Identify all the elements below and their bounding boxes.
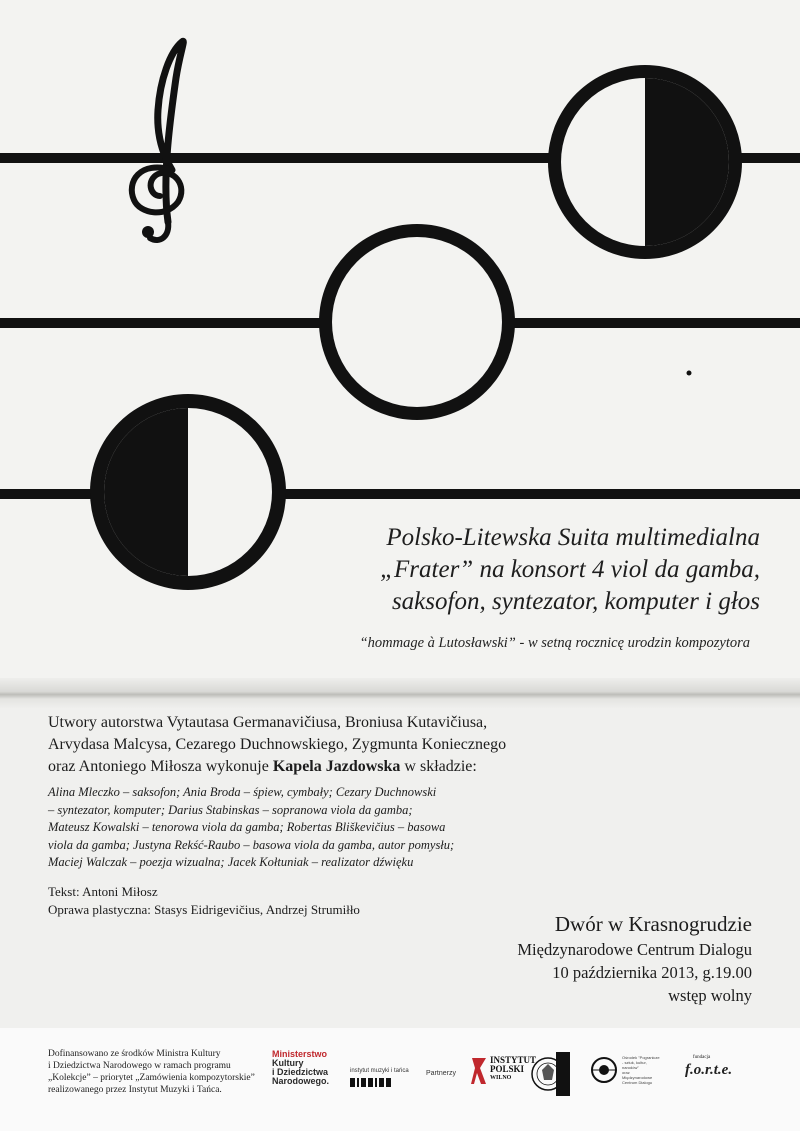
title-line: saksofon, syntezator, komputer i głos: [391, 588, 760, 615]
intro-text: w składzie:: [400, 758, 477, 775]
composers-paragraph: [48, 712, 568, 778]
performer-line: viola da gamba; Justyna Rekść-Raubo – basowa viola da gamba, autor pomysłu;: [48, 837, 455, 852]
intro-text: oraz Antoniego Miłosza wykonuje: [48, 758, 273, 775]
performer-line: Mateusz Kowalski – tenorowa viola da gamba; Robertas Bliškevičius – basowa: [48, 820, 446, 834]
ip-logo-line: INSTYTUT: [490, 1055, 537, 1065]
ip-logo-line: POLSKI: [490, 1064, 525, 1074]
ip-logo-line: WILNO: [490, 1075, 512, 1081]
pogranicze-line: oraz: [622, 1070, 630, 1075]
ministry-logo-line: i Dziedzictwa: [272, 1067, 329, 1077]
title-line: Polsko-Litewska Suita multimedialna: [386, 524, 760, 551]
pogranicze-text: [622, 1055, 662, 1085]
entry-info: wstęp wolny: [668, 986, 752, 1005]
ministry-logo-line: Kultury: [272, 1058, 304, 1068]
pogranicze-logo: [590, 1055, 660, 1090]
venue-center: Międzynarodowe Centrum Dialogu: [517, 940, 752, 959]
event-subtitle: “hommage à Lutosławski” - w setną rocznicę urodzin kompozytora: [359, 635, 750, 651]
pogranicze-line: Ośrodek "Pogranicze: [622, 1055, 660, 1060]
ink-speck: [687, 371, 692, 376]
performer-line: Alina Mleczko – saksofon; Ania Broda – śpiew, cymbały; Cezary Duchnowski: [48, 785, 437, 799]
seal-icon: [530, 1050, 572, 1096]
performer-line: – syntezator, komputer; Darius Stabinskas – sopranowa viola da gamba;: [48, 802, 413, 817]
pogranicze-line: Centrum Dialogu: [622, 1080, 653, 1085]
forte-logo-text: f.o.r.t.e.: [685, 1062, 733, 1078]
ministry-logo: [272, 1050, 329, 1086]
text-credit: Tekst: Antoni Miłosz: [48, 884, 158, 899]
forte-small-text: fundacja: [693, 1055, 711, 1060]
ensemble-name: Kapela Jazdowska: [272, 758, 401, 775]
ministry-logo-line: Narodowego.: [272, 1076, 330, 1086]
intro-line: [48, 756, 568, 778]
imit-logo-mark: [350, 1078, 409, 1087]
venue-info: [517, 910, 752, 1007]
credits: [48, 883, 360, 919]
imit-logo-text: instytut muzyki i tańca: [350, 1068, 409, 1074]
instytut-polski-icon: [470, 1056, 488, 1086]
event-date: 10 października 2013, g.19.00: [552, 963, 752, 982]
art-credit: Oprawa plastyczna: Stasys Eidrigevičius, Andrzej Strumiłło: [48, 902, 360, 917]
performers-list: [48, 784, 508, 872]
performer-line: Maciej Walczak – poezja wizualna; Jacek Kołtuniak – realizator dźwięku: [48, 855, 414, 869]
title-line: „Frater” na konsort 4 viol da gamba,: [380, 556, 760, 583]
instytut-polski-logo: [470, 1055, 537, 1091]
imit-logo: [350, 1068, 409, 1087]
funding-note: [48, 1048, 255, 1096]
forte-logo: [685, 1055, 733, 1079]
partners-label: Partnerzy: [426, 1070, 456, 1077]
pogranicze-icon: [590, 1055, 618, 1085]
whole-note-icon: [319, 224, 515, 420]
ministry-logo-line: Ministerstwo: [272, 1049, 328, 1059]
funding-line: realizowanego przez Instytut Muzyki i Tańca.: [48, 1085, 222, 1095]
treble-clef-icon: [132, 41, 184, 240]
intro-line: Arvydasa Malcysa, Cezarego Duchnowskiego, Zygmunta Koniecznego: [48, 736, 507, 753]
pogranicze-line: - sztuk, kultur, narodów": [622, 1060, 647, 1070]
event-title: [240, 522, 760, 618]
venue-name: Dwór w Krasnogrudzie: [554, 912, 752, 936]
seal-logo: [530, 1050, 572, 1101]
intro-line: Utwory autorstwa Vytautasa Germanavičiusa, Broniusa Kutavičiusa,: [48, 714, 488, 731]
paper-texture-band: [0, 678, 800, 708]
funding-line: Dofinansowano ze środków Ministra Kultury: [48, 1049, 221, 1059]
funding-line: i Dziedzictwa Narodowego w ramach programu: [48, 1061, 231, 1071]
funding-line: „Kolekcje” – priorytet „Zamówienia kompozytorskie”: [48, 1073, 255, 1083]
half-note-icon: [548, 65, 742, 259]
pogranicze-line: Międzynarodowe: [622, 1075, 653, 1080]
